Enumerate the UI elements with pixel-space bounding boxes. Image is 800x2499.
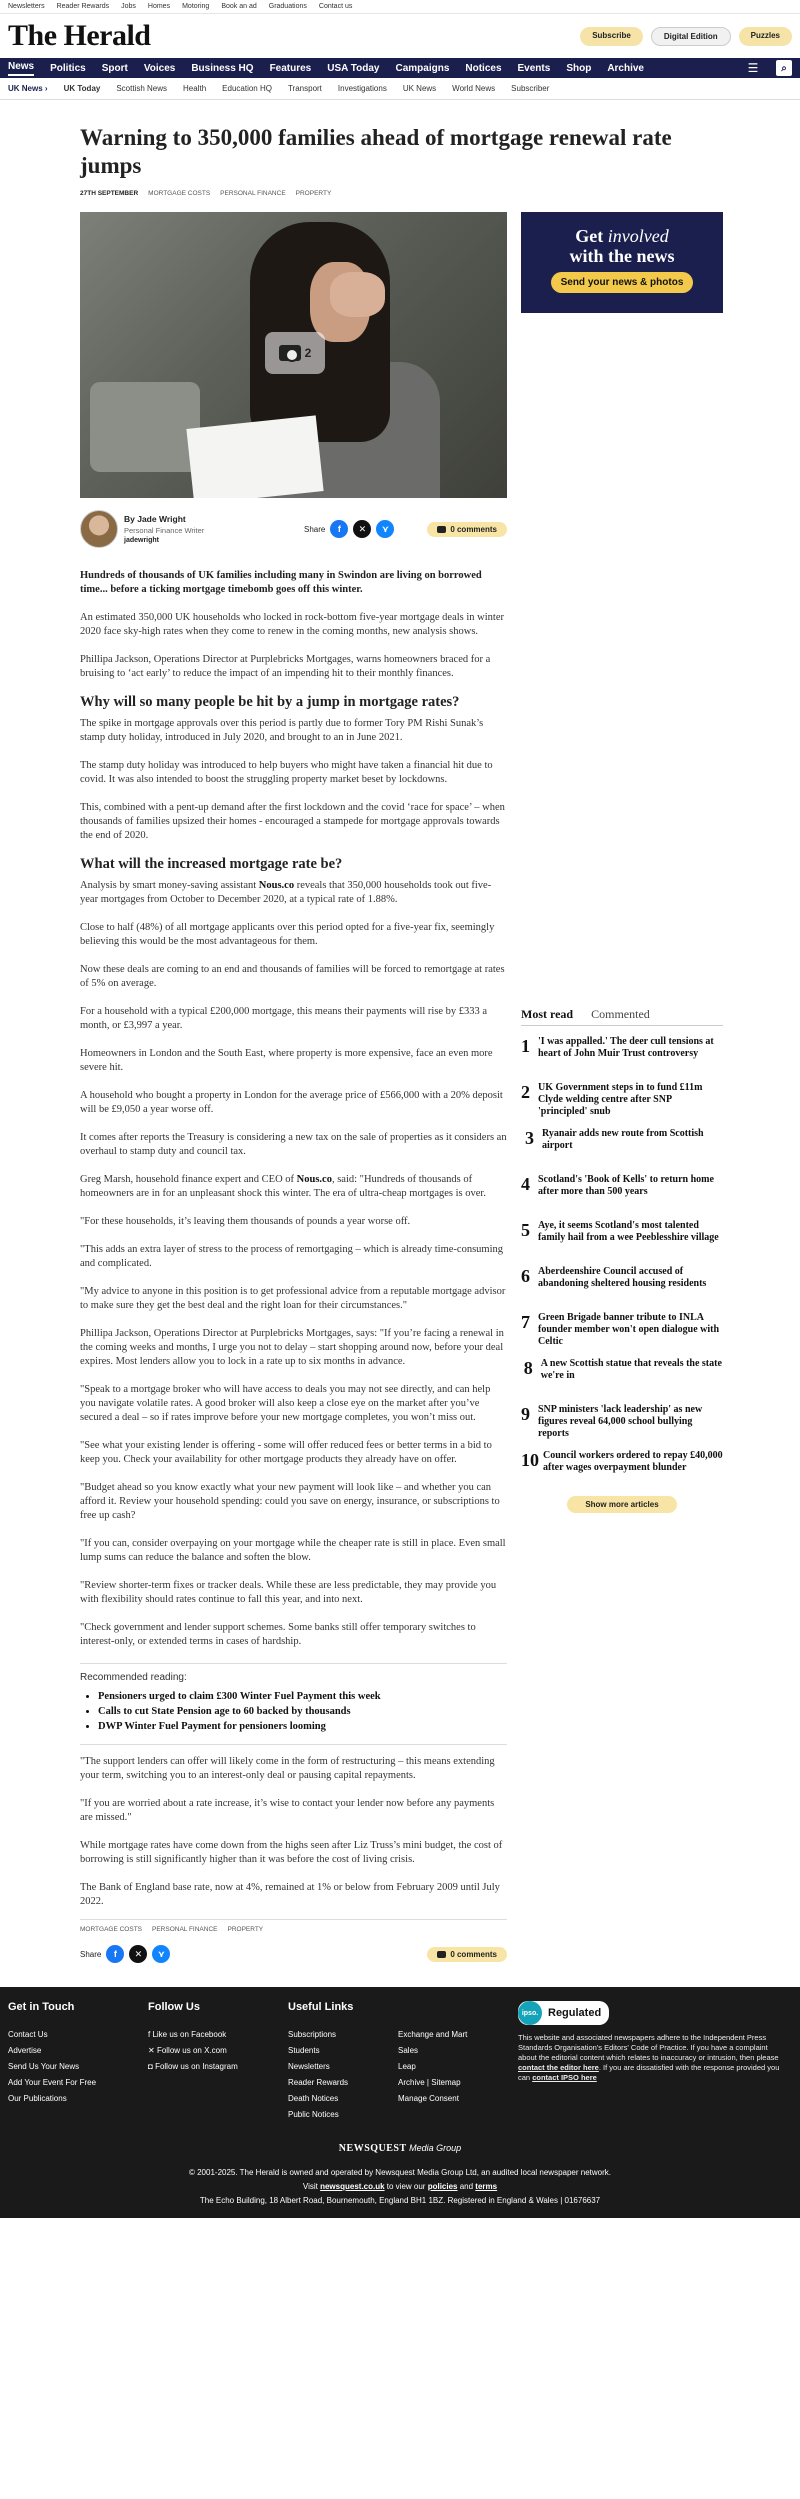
legal-text: © 2001-2025. The Herald is owned and operated by Newsquest Media Group Ltd, an audited local newspaper network. Visit newsquest.co.uk to view our policies and terms The Echo Building, 18 Albert Road, Bournemouth, England BH1 1BZ. Registered in England & Wales | 01676637	[188, 2168, 611, 2205]
digital-edition-button[interactable]: Digital Edition	[651, 27, 731, 46]
instagram-follow-link[interactable]: ◘ Follow us on Instagram	[148, 2062, 238, 2071]
comments-button[interactable]: 0 comments	[427, 1947, 507, 1962]
utility-link[interactable]: Jobs	[121, 3, 136, 10]
gallery-button[interactable]	[265, 332, 325, 374]
paragraph: "Check government and lender support schemes. Some banks still offer temporary switches to interest-only, or extended terms in cases of hardship.	[80, 1622, 476, 1647]
subnav-item-uk-today[interactable]: UK Today	[63, 84, 101, 93]
nav-item-notices[interactable]: Notices	[465, 62, 502, 74]
menu-icon[interactable]: ☰	[747, 61, 759, 75]
list-item[interactable]: 1 'I was appalled.' The deer cull tensions at heart of John Muir Trust controversy	[521, 1036, 714, 1059]
subnav-item-scottish-news[interactable]: Scottish News	[116, 84, 168, 93]
tab-most-read[interactable]: Most read	[521, 1007, 574, 1021]
utility-link[interactable]: Contact us	[318, 3, 353, 10]
footer-link[interactable]: Advertise	[8, 2046, 42, 2055]
footer-share-bar	[80, 1945, 507, 1963]
nav-item-news[interactable]: News	[8, 61, 34, 76]
nav-item-campaigns[interactable]: Campaigns	[395, 62, 450, 74]
paragraph: "This adds an extra layer of stress to the process of remortgaging – which is already time-consuming and complicated.	[80, 1244, 504, 1269]
nav-item-events[interactable]: Events	[517, 62, 551, 74]
list-item[interactable]: 5 Aye, it seems Scotland's most talented family hail from a wee Peeblesshire village	[521, 1220, 719, 1243]
x-icon: ✕	[148, 2046, 157, 2055]
contact-editor-link[interactable]: contact the editor here	[518, 2063, 599, 2072]
nav-item-business-hq[interactable]: Business HQ	[191, 62, 254, 74]
paragraph: "My advice to anyone in this position is to get professional advice from a reputable mortgage advisor to make sure they get the best deal and the right loan for their circumstances."	[80, 1286, 506, 1311]
share-label: Share	[80, 1949, 102, 1959]
paragraph: Greg Marsh, household finance expert and CEO of Nous.co, said: "Hundreds of thousands of homeowners are in for an unpleasant shock this winter. The era of ultra-cheap mortgages is over.	[80, 1174, 486, 1199]
most-read-panel	[521, 1007, 723, 1513]
footer-link[interactable]: Newsletters	[288, 2062, 330, 2071]
share-bar	[304, 520, 394, 538]
share-label: Share	[304, 524, 326, 534]
x-follow-link[interactable]: ✕ Follow us on X.com	[148, 2046, 227, 2055]
list-item[interactable]: 4 Scotland's 'Book of Kells' to return home after more than 500 years	[521, 1174, 714, 1197]
footer-link[interactable]: Add Your Event For Free	[8, 2078, 97, 2087]
recommended-link[interactable]: • DWP Winter Fuel Payment for pensioners looming	[98, 1719, 507, 1734]
newsquest-logo: NEWSQUEST Media Group	[338, 2143, 462, 2154]
paragraph: "If you can, consider overpaying on your mortgage while the cheaper rate is still in place. Even small lump sums can reduce the balance and soften the blow.	[80, 1538, 506, 1563]
paragraph: For a household with a typical £200,000 mortgage, this means their payments will rise by £333 a month, or £3,997 a year.	[80, 1006, 488, 1031]
show-more-articles-button[interactable]: Show more articles	[567, 1496, 677, 1513]
nav-item-archive[interactable]: Archive	[607, 62, 644, 74]
article-date: 27TH SEPTEMBER	[80, 190, 139, 197]
send-news-button[interactable]: Send your news & photos	[551, 272, 694, 293]
paragraph: "Budget ahead so you know exactly what your new payment will look like – and whether you can afford it. Review your household spending: could you save on energy, insurance, or subscriptions to free up cash?	[80, 1482, 500, 1521]
subnav-uk-news-dropdown[interactable]: UK News ›	[8, 84, 48, 93]
ipso-regulated-badge[interactable]: ipso. Regulated	[518, 2001, 609, 2025]
footer-link[interactable]: Public Notices	[288, 2110, 339, 2119]
utility-link[interactable]: Newsletters	[8, 3, 45, 10]
section-heading: What will the increased mortgage rate be?	[80, 856, 343, 872]
paragraph: The Bank of England base rate, now at 4%, remained at 1% or below from February 2009 until July 2022.	[80, 1882, 500, 1907]
paragraph: "Review shorter-term fixes or tracker deals. While these are less predictable, they may provide you with flexibility should rates continue to fall this year, and into next.	[80, 1580, 497, 1605]
paragraph: Phillipa Jackson, Operations Director at Purplebricks Mortgages, warns homeowners braced for a bruising to ‘act early’ to reduce the impact of an impending hit to their monthly finances.	[80, 654, 491, 679]
tab-commented[interactable]: Commented	[591, 1007, 650, 1021]
nav-item-sport[interactable]: Sport	[101, 62, 128, 74]
subnav-item-uk-news[interactable]: UK News	[402, 84, 437, 93]
tag-link[interactable]: PERSONAL FINANCE	[152, 1926, 218, 1933]
article-lead: Hundreds of thousands of UK families including many in Swindon are living on borrowed time... before a ticking mortgage timebomb goes off this winter.	[80, 570, 482, 595]
nav-item-usa-today[interactable]: USA Today	[327, 62, 380, 74]
paragraph: Phillipa Jackson, Operations Director at Purplebricks Mortgages, says: "If you’re facing a renewal in the coming weeks and months, I urge you not to delay – start shopping around now, before your deal expires. Most lenders allow you to lock in a rate up to six months in advance.	[80, 1328, 504, 1367]
chevron-right-icon: ›	[44, 84, 48, 93]
comment-bubble-icon	[437, 1951, 446, 1958]
footer-useful-links: Useful Links Subscriptions Students Newsletters Reader Rewards Death Notices Public Notices Exchange and Mart Sales Leap Archive | Sitemap Manage Consent	[288, 2001, 518, 2123]
facebook-icon[interactable]: f	[106, 1945, 124, 1963]
footer-link[interactable]: Students	[288, 2046, 320, 2055]
footer-link[interactable]: Subscriptions	[288, 2030, 337, 2039]
paragraph: "Speak to a mortgage broker who will have access to deals you may not see directly, and can help you navigate volatile rates. A good broker will also keep a close eye on the market after you’ve secured a deal – so if rates improve before your new mortgage completes, you won’t miss out.	[80, 1384, 491, 1423]
send-news-promo: Get involved with the news Send your news & photos	[521, 212, 723, 313]
paragraph: "For these households, it’s leaving them thousands of pounds a year worse off.	[80, 1216, 411, 1227]
footer-link[interactable]: Manage Consent	[398, 2094, 459, 2103]
subnav-item-health[interactable]: Health	[183, 84, 207, 93]
bluesky-icon[interactable]: ⋎	[152, 1945, 170, 1963]
paragraph: Homeowners in London and the South East, where property is more expensive, face an even more severe hit.	[80, 1048, 493, 1073]
recommended-reading	[80, 1663, 507, 1745]
footer-link[interactable]: Reader Rewards	[288, 2078, 349, 2087]
list-item[interactable]: 9 SNP ministers 'lack leadership' as new figures reveal 64,000 school bullying reports	[521, 1404, 703, 1439]
list-item[interactable]: 2 UK Government steps in to fund £11m Clyde welding centre after SNP 'principled' snub	[521, 1082, 703, 1117]
footer-link[interactable]: Send Us Your News	[8, 2062, 80, 2071]
masthead-actions	[580, 27, 792, 46]
list-item[interactable]: 7 Green Brigade banner tribute to INLA founder member won't open dialogue with Celtic	[521, 1312, 720, 1347]
facebook-icon[interactable]: f	[330, 520, 348, 538]
paragraph: "The support lenders can offer will likely come in the form of restructuring – this means extending your term, switching you to an interest-only deal or pausing capital repayments.	[80, 1756, 495, 1781]
paragraph: "If you are worried about a rate increase, it’s wise to contact your lender now before any payments are missed."	[80, 1798, 495, 1823]
sidebar	[521, 212, 723, 1963]
article-body	[80, 569, 507, 1963]
search-icon[interactable]: ⌕	[776, 60, 792, 76]
article-layout	[0, 212, 800, 1963]
subnav-item-subscriber[interactable]: Subscriber	[511, 84, 550, 93]
paragraph: Analysis by smart money-saving assistant Nous.co reveals that 350,000 households took out five-year mortgages from October to December 2020, at a typical rate of 1.88%.	[80, 880, 492, 905]
paragraph: The spike in mortgage approvals over this period is partly due to former Tory PM Rishi Sunak’s stamp duty holiday, introduced in July 2020, and brought to an in June 2021.	[80, 718, 484, 743]
tag-link[interactable]: MORTGAGE COSTS	[80, 1926, 142, 1933]
comment-bubble-icon	[437, 526, 446, 533]
paragraph: "See what your existing lender is offering - some will offer reduced fees or better terms in a bid to keep you. Check your availability for other mortgage products they already have on offer.	[80, 1440, 492, 1465]
ipso-block	[518, 2001, 788, 2123]
article-headline: Warning to 350,000 families ahead of mortgage renewal rate jumps	[80, 125, 672, 178]
tag-link[interactable]: PROPERTY	[227, 1926, 264, 1933]
author-role: Personal Finance Writer	[124, 526, 205, 535]
x-icon[interactable]: ✕	[353, 520, 371, 538]
tag-link[interactable]: PROPERTY	[295, 190, 332, 197]
article-header	[80, 100, 720, 197]
article-footer-tags	[80, 1919, 507, 1933]
paragraph: An estimated 350,000 UK households who locked in rock-bottom five-year mortgage deals in winter 2020 face sky-high rates when they come to renew in the coming months, new analysis shows.	[80, 612, 504, 637]
photo-count: 2	[304, 346, 312, 360]
facebook-follow-link[interactable]: f Like us on Facebook	[148, 2030, 227, 2039]
tag-link[interactable]: MORTGAGE COSTS	[148, 190, 211, 197]
contact-ipso-link[interactable]: contact IPSO here	[532, 2073, 597, 2082]
footer-link[interactable]: Our Publications	[8, 2094, 67, 2103]
newsquest-link[interactable]: newsquest.co.uk	[320, 2182, 385, 2191]
ipso-logo-icon: ipso.	[518, 2001, 542, 2025]
nous-link[interactable]: Nous.co	[296, 1174, 332, 1185]
nav-item-shop[interactable]: Shop	[566, 62, 592, 74]
footer-link[interactable]: Contact Us	[8, 2030, 48, 2039]
footer-link[interactable]: Sales	[398, 2046, 419, 2055]
utility-link[interactable]: Book an ad	[221, 3, 257, 10]
paragraph: Close to half (48%) of all mortgage applicants over this period opted for a five-year fix, seemingly believing this would be the most advantageous for them.	[80, 922, 495, 947]
paragraph: Now these deals are coming to an end and thousands of families will be forced to remortgage at rates of 5% on average.	[80, 964, 505, 989]
bluesky-icon[interactable]: ⋎	[376, 520, 394, 538]
nav-item-voices[interactable]: Voices	[143, 62, 176, 74]
utility-link[interactable]: Reader Rewards	[56, 3, 110, 10]
site-footer	[0, 1987, 800, 2218]
recommended-link[interactable]: • Calls to cut State Pension age to 60 backed by thousands	[98, 1704, 507, 1719]
footer-link[interactable]: Archive | Sitemap	[398, 2078, 461, 2087]
article-tags	[80, 190, 720, 197]
paragraph: A household who bought a property in London for the average price of £566,000 with a 20% deposit will be £9,050 a year worse off.	[80, 1090, 503, 1115]
footer-link[interactable]: Exchange and Mart	[398, 2030, 468, 2039]
nav-item-features[interactable]: Features	[269, 62, 312, 74]
camera-icon	[279, 345, 301, 361]
recommended-title: Recommended reading:	[80, 1672, 187, 1683]
utility-bar	[0, 0, 800, 14]
utility-link[interactable]: Motoring	[182, 3, 210, 10]
footer-get-in-touch: Get in Touch Contact Us Advertise Send Us Your News Add Your Event For Free Our Publications	[8, 2001, 148, 2123]
main-nav	[0, 58, 800, 78]
byline	[80, 507, 507, 551]
footer-link[interactable]: Leap	[398, 2062, 416, 2071]
list-item[interactable]: 3 Ryanair adds new route from Scottish airport	[525, 1128, 704, 1151]
instagram-icon: ◘	[148, 2062, 156, 2071]
subnav-item-world-news[interactable]: World News	[452, 84, 496, 93]
facebook-icon: f	[148, 2030, 153, 2039]
footer-follow-us: Follow Us f Like us on Facebook ✕ Follow us on X.com ◘ Follow us on Instagram	[148, 2001, 288, 2123]
subscribe-button[interactable]: Subscribe	[580, 27, 643, 46]
paragraph: It comes after reports the Treasury is considering a new tax on the sale of properties as it considers an overhaul to stamp duty and council tax.	[80, 1132, 507, 1157]
author-name[interactable]: By Jade Wright	[124, 514, 186, 524]
utility-link[interactable]: Homes	[147, 3, 171, 10]
article-main-column	[80, 212, 507, 1963]
list-item[interactable]: 8 A new Scottish statue that reveals the state we're in	[523, 1358, 722, 1381]
paragraph: While mortgage rates have come down from the highs seen after Liz Truss’s mini budget, the cost of borrowing is still significantly higher than it was before the cost of living crisis.	[80, 1840, 503, 1865]
recommended-link[interactable]: • Pensioners urged to claim £300 Winter Fuel Payment this week	[98, 1689, 507, 1704]
terms-link[interactable]: terms	[475, 2182, 498, 2191]
list-item[interactable]: 10 Council workers ordered to repay £40,000 after wages overpayment blunder	[521, 1450, 723, 1473]
subnav-item-education-hq[interactable]: Education HQ	[222, 84, 272, 93]
nav-item-politics[interactable]: Politics	[50, 62, 86, 74]
hero-image[interactable]	[80, 212, 507, 498]
ipso-statement: This website and associated newspapers adhere to the Independent Press Standards Organisation's Editors' Code of Practice. If you have a complaint about the editorial content which relates to inaccuracy or intrusion, then please contact the editor here. If you are dissatisfied with the response provided you can contact IPSO here	[518, 2033, 780, 2082]
puzzles-button[interactable]: Puzzles	[739, 27, 792, 46]
utility-link[interactable]: Graduations	[268, 3, 307, 10]
paragraph: The stamp duty holiday was introduced to help buyers who might have taken a financial hit due to covid. It was also intended to boost the struggling property market beset by lockdowns.	[80, 760, 493, 785]
tag-link[interactable]: PERSONAL FINANCE	[220, 190, 286, 197]
author-handle[interactable]: jadewright	[124, 537, 160, 544]
x-icon[interactable]: ✕	[129, 1945, 147, 1963]
policies-link[interactable]: policies	[427, 2182, 458, 2191]
section-heading: Why will so many people be hit by a jump in mortgage rates?	[80, 694, 460, 710]
author-avatar[interactable]	[80, 510, 118, 548]
subnav-item-investigations[interactable]: Investigations	[337, 84, 387, 93]
subnav-item-transport[interactable]: Transport	[287, 84, 322, 93]
comments-button[interactable]: 0 comments	[427, 522, 507, 537]
list-item[interactable]: 6 Aberdeenshire Council accused of abandoning sheltered housing residents	[521, 1266, 707, 1289]
site-logo[interactable]: The Herald	[8, 19, 151, 52]
nous-link[interactable]: Nous.co	[258, 880, 295, 891]
masthead	[0, 14, 800, 58]
footer-link[interactable]: Death Notices	[288, 2094, 339, 2103]
paragraph: This, combined with a pent-up demand after the first lockdown and the covid ‘race for space’ – when thousands of families upsized their homes - encouraged a stampede for mortgage approvals towards the end of 2020.	[80, 802, 505, 841]
sub-nav	[0, 78, 800, 100]
